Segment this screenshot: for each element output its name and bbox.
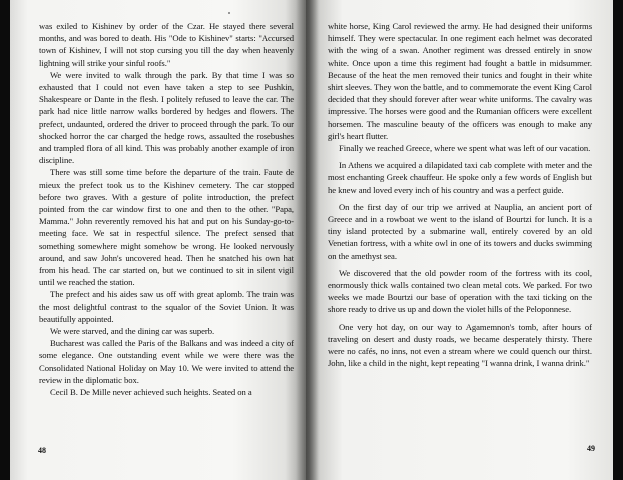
- paragraph: white horse, King Carol reviewed the army. He had designed their uniforms himself. They were spectacular. In one regiment each helmet was decorated with the wing of a swan. Another regiment was dressed entirely in snow white. Once upon a time this regiment had fought a battle in midsummer. Because of the heat the men removed their tunics and fought in their white shirt sleeves. They won the battle, and to commemorate the event King Carol decided that they should forever after wear white uniforms. The cavalry was impressive. The horses were good and the Rumanian officers were excellent horsemen. The masculine beauty of the officers was enough to make any girl's heart flutter.: [328, 21, 592, 141]
- paragraph: was exiled to Kishinev by order of the Czar. He stayed there several months, and was bored to death. His "Ode to Kishinev" starts: "Accursed town of Kishinev, I will not stop cursing you till the day when heavenly lightning will strike your sinful roofs.": [39, 21, 294, 68]
- page-number: 49: [587, 444, 595, 453]
- paragraph: One very hot day, on our way to Agamemnon's tomb, after hours of traveling on desert and dusty roads, we became desperately thirsty. There were no cafés, no inns, not even a stream where we could quench our thirst. John, like a child in the night, kept repeating "I wanna drink, I wanna drink.": [328, 321, 592, 369]
- paragraph: On the first day of our trip we arrived at Nauplia, an ancient port of Greece and in a rowboat we went to the island of Bourtzi for lunch. It is a tiny island protected by a submarine wall, entirely covered by an old Venetian fortress, with a white owl in one of its towers and ducks swimming on the amethyst sea.: [328, 201, 592, 261]
- paragraph: The prefect and his aides saw us off with great aplomb. The train was the most delightful contrast to the squalor of the Soviet Union. It was beautifully appointed.: [39, 289, 294, 324]
- page-number: 48: [38, 446, 46, 455]
- paragraph: There was still some time before the departure of the train. Faute de mieux the prefect took us to the Kishinev cemetery. The car stopped before two graves. With a gesture of polite introduction, the prefect pointed from the car window first to one and then to the other. "Papa, Mamma." John reverently removed his hat and put on his Sunday-go-to-meeting face. We sat in respectful silence. The prefect sensed that something somewhere might somehow be wrong. He looked nervously around, and saw John's uncovered head. Then he snatched his own hat from his head. The car started on, but we continued to sit in silent vigil until we reached the station.: [39, 167, 294, 288]
- left-page: [10, 0, 306, 480]
- paper-speck: [228, 12, 230, 14]
- paragraph: We discovered that the old powder room of the fortress with its cool, enormously thick walls contained two clean metal cots. We parked. For two weeks we made Bourtzi our base of operation with the taxi ticking on the shore ready to drive us up and down the violet hills of the Peloponnese.: [328, 267, 592, 315]
- paragraph: In Athens we acquired a dilapidated taxi cab complete with meter and the most enchanting Greek chauffeur. He spoke only a few words of English but he knew and loved every inch of his country and was a perfect guide.: [328, 160, 592, 195]
- paragraph: We were starved, and the dining car was superb.: [50, 326, 215, 337]
- paragraph: We were invited to walk through the park. By that time I was so exhausted that I could not even have taken a step to see Pushkin, Shakespeare or Dante in the flesh. I politely refused to leave the car. The park had nice little narrow walks bordered by hedges and flowers. The prefect, undaunted, ordered the driver to proceed through the park. To our shocked horror the car charged the hedge rows, assaulted the rosebushes and trampled flora of all kind. This was probably another example of iron discipline.: [39, 69, 294, 166]
- right-page: [306, 0, 613, 480]
- paragraph: Finally we reached Greece, where we spent what was left of our vacation.: [339, 143, 591, 154]
- paragraph: Bucharest was called the Paris of the Balkans and was indeed a city of some elegance. One outstanding event while we were there was the Consolidated National Holiday on May 10. We were invited to attend the review in the diplomatic box.: [39, 338, 294, 385]
- paragraph: Cecil B. De Mille never achieved such heights. Seated on a: [50, 387, 252, 398]
